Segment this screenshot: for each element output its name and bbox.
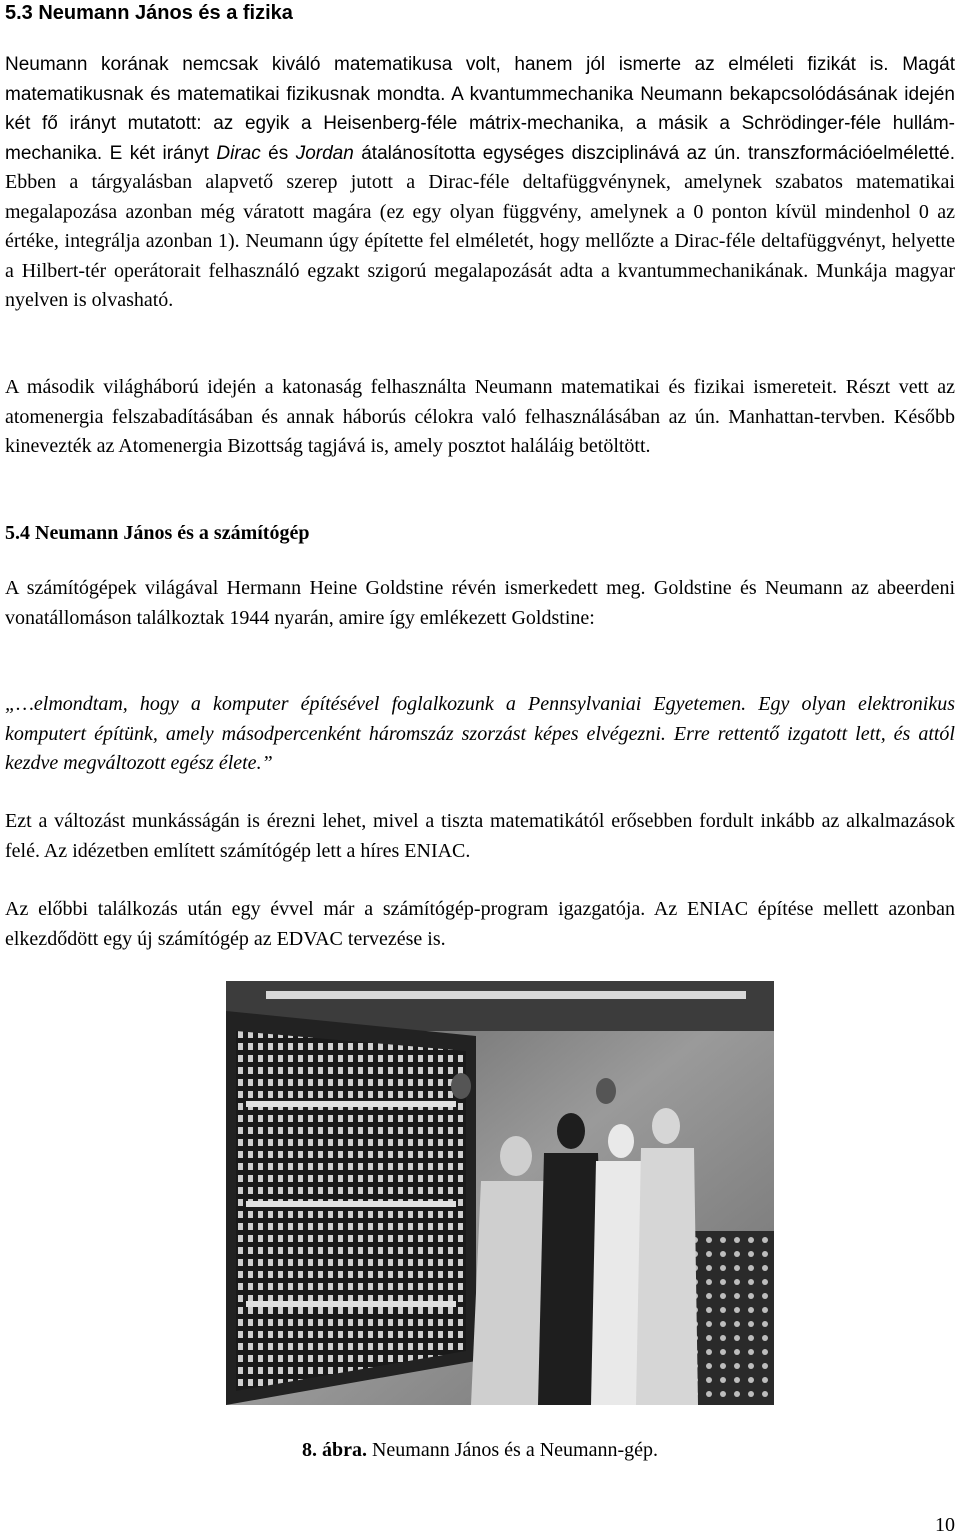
paragraph-run: Dirac (216, 142, 261, 164)
paragraph-war: A második világháború idején a katonaság felhasználta Neumann matematikai és fizikai ismereteit. Részt vett az atomenergia felszabadításában és annak háborús célokra való felhasználásában az ún. Manhattan-tervben. Később kinevezték az Atomenergia Bizottság tagjává is, amely posztot haláláig betöltött. (5, 376, 955, 457)
paragraph-run: Neumann korának nemcsak kiváló matematikusa volt, hanem jól ismerte az elméleti fizikát is. Magát matematikusnak és matematikai fizikusnak mondta. A kvantummechanika Neumann bekapcsolódásának idején két fő irányt mutatott: az egyik a Heisenberg-féle mátrix-mechanika, a másik a Schrödinger-féle hullám-mechanika. E két irányt (5, 54, 955, 164)
paragraph-run: átalánosította egységes diszciplinává az ún. transzformációelméletté. (353, 142, 955, 164)
paragraph-goldstine: A számítógépek világával Hermann Heine Goldstine révén ismerkedett meg. Goldstine és Neumann az abeerdeni vonatállomáson találkoztak 1944 nyarán, amire így emlékezett Goldstine: (5, 577, 955, 629)
quote-goldstine: „…elmondtam, hogy a komputer építésével foglalkozunk a Pennsylvaniai Egyetemen. Egy olyan elektronikus komputert építünk, amely másodpercenként háromszáz szorzást képes elvégezni. Erre rettentő izgatott lett, és attól kezdve megváltozott egész élete.” (5, 693, 955, 774)
paragraph-physics (5, 50, 955, 316)
paragraph-run: Jordan (295, 142, 354, 164)
figure-caption-text: Neumann János és a Neumann-gép. (366, 1439, 659, 1461)
paragraph-eniac: Ezt a változást munkásságán is érezni lehet, mivel a tiszta matematikától erősebben fordult inkább az alkalmazások felé. Az idézetben említett számítógép lett a híres ENIAC. (5, 810, 955, 862)
section-heading-5-4: 5.4 Neumann János és a számítógép (5, 522, 310, 544)
figure-caption (5, 1436, 955, 1464)
paragraph-run: Ebben a tárgyalásban alapvető szerep jutott a Dirac-féle deltafüggvénynek, amelynek szabatos matematikai megalapozása azonban még váratott magára (ez egy olyan függvény, amelynek a 0 ponton kívül mindenhol 0 az értéke, integrálja azonban 1). Neumann úgy építette fel elméletét, hogy mellőzte a Dirac-féle deltafüggvényt, helyette a Hilbert-tér operátorait felhasználó egzakt szigorú megalapozását adta a kvantummechanikának. Munkája magyar nyelven is olvasható. (5, 171, 955, 311)
neumann-machine-photo (226, 981, 774, 1405)
paragraph-run: és (260, 142, 296, 164)
page-number: 10 (935, 1514, 955, 1536)
paragraph-edvac: Az előbbi találkozás után egy évvel már a számítógép-program igazgatója. Az ENIAC építése mellett azonban elkezdődött egy új számítógép az EDVAC tervezése is. (5, 898, 955, 950)
figure-label: 8. ábra. (301, 1439, 367, 1461)
section-heading-5-3: 5.3 Neumann János és a fizika (5, 2, 293, 24)
